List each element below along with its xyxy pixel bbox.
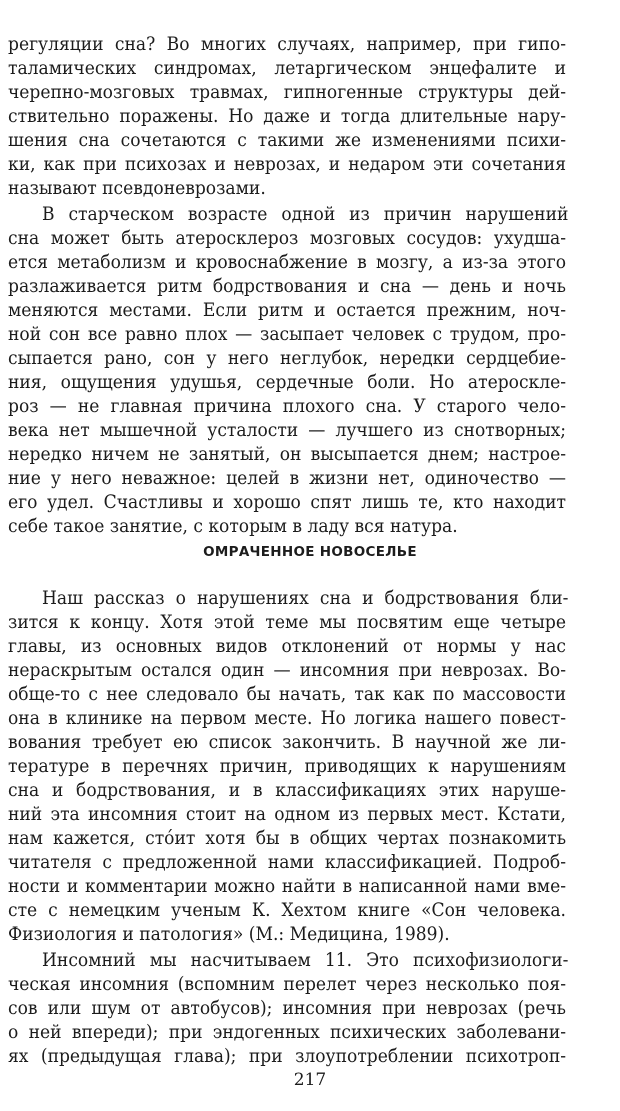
section-heading: ОМРАЧЕННОЕ НОВОСЕЛЬЕ bbox=[203, 544, 417, 560]
text-line: В старческом возрасте одной из причин нарушений bbox=[42, 204, 569, 225]
text-line: ния, ощущения удушья, сердечные боли. Но атероскле- bbox=[8, 372, 566, 393]
text-line: ной сон все равно плох — засыпает человек с трудом, про- bbox=[8, 324, 566, 345]
text-line: шения сна сочетаются с такими же изменениями психи- bbox=[8, 130, 566, 151]
text-line: нередко ничем не занятый, он высыпается днем; настрое- bbox=[8, 444, 566, 465]
text-line: ности и комментарии можно найти в написанной нами вме- bbox=[8, 876, 566, 897]
text-line: Физиология и патология» (М.: Медицина, 1989). bbox=[8, 924, 450, 945]
text-line: века нет мышечной усталости — лучшего из снотворных; bbox=[8, 420, 566, 441]
text-line: ствительно поражены. Но даже и тогда длительные нару- bbox=[8, 106, 566, 127]
text-line: себе такое занятие, с которым в ладу вся натура. bbox=[8, 516, 458, 537]
text-line: обще-то с нее следовало бы начать, так как по массовости bbox=[8, 684, 566, 705]
text-line: Инсомний мы насчитываем 11. Это психофизиологи- bbox=[42, 950, 569, 971]
text-line: нам кажется, стóит хотя бы в общих чертах познакомить bbox=[8, 828, 566, 849]
text-line: таламических синдромах, летаргическом энцефалите и bbox=[8, 58, 566, 79]
text-line: его удел. Счастливы и хорошо спят лишь те, кто находит bbox=[8, 492, 566, 513]
text-line: ние у него неважное: целей в жизни нет, одиночество — bbox=[8, 468, 566, 489]
text-line: тературе в перечнях причин, приводящих к нарушениям bbox=[8, 756, 566, 777]
text-line: Наш рассказ о нарушениях сна и бодрствования бли- bbox=[42, 588, 569, 609]
text-line: регуляции сна? Во многих случаях, например, при гипо- bbox=[8, 34, 566, 55]
text-line: разлаживается ритм бодрствования и сна — день и ночь bbox=[8, 276, 566, 297]
text-line: вования требует ею список закончить. В научной же ли- bbox=[8, 732, 566, 753]
text-line: сыпается рано, сон у него неглубок, нередки сердцебие- bbox=[8, 348, 566, 369]
text-line: ки, как при психозах и неврозах, и недаром эти сочетания bbox=[8, 154, 566, 175]
text-line: роз — не главная причина плохого сна. У старого чело- bbox=[8, 396, 566, 417]
text-line: она в клинике на первом месте. Но логика нашего повест- bbox=[8, 708, 566, 729]
text-line: черепно-мозговых травмах, гипногенные структуры дей- bbox=[8, 82, 566, 103]
text-line: нераскрытым остался один — инсомния при неврозах. Во- bbox=[8, 660, 566, 681]
text-line: называют псевдоневрозами. bbox=[8, 178, 266, 199]
text-line: сте с немецким ученым К. Хехтом книге «Сон человека. bbox=[8, 900, 566, 921]
page-number: 217 bbox=[293, 1070, 327, 1090]
text-line: ях (предыдущая глава); при злоупотреблении психотроп- bbox=[8, 1046, 566, 1067]
text-line: читателя с предложенной нами классификацией. Подроб- bbox=[8, 852, 566, 873]
text-line: сна и бодрствования, и в классификациях этих наруше- bbox=[8, 780, 566, 801]
text-line: сов или шум от автобусов); инсомния при неврозах (речь bbox=[8, 998, 566, 1019]
text-line: ется метаболизм и кровоснабжение в мозгу, а из-за этого bbox=[8, 252, 566, 273]
text-line: сна может быть атеросклероз мозговых сосудов: ухудша- bbox=[8, 228, 566, 249]
text-line: ческая инсомния (вспомним перелет через несколько поя- bbox=[8, 974, 566, 995]
text-line: меняются местами. Если ритм и остается прежним, ноч- bbox=[8, 300, 566, 321]
text-line: ний эта инсомния стоит на одном из первых мест. Кстати, bbox=[8, 804, 566, 825]
text-line: зится к концу. Хотя этой теме мы посвятим еще четыре bbox=[8, 612, 566, 633]
text-line: о ней впереди); при эндогенных психических заболевани- bbox=[8, 1022, 566, 1043]
text-line: главы, из основных видов отклонений от нормы у нас bbox=[8, 636, 566, 657]
